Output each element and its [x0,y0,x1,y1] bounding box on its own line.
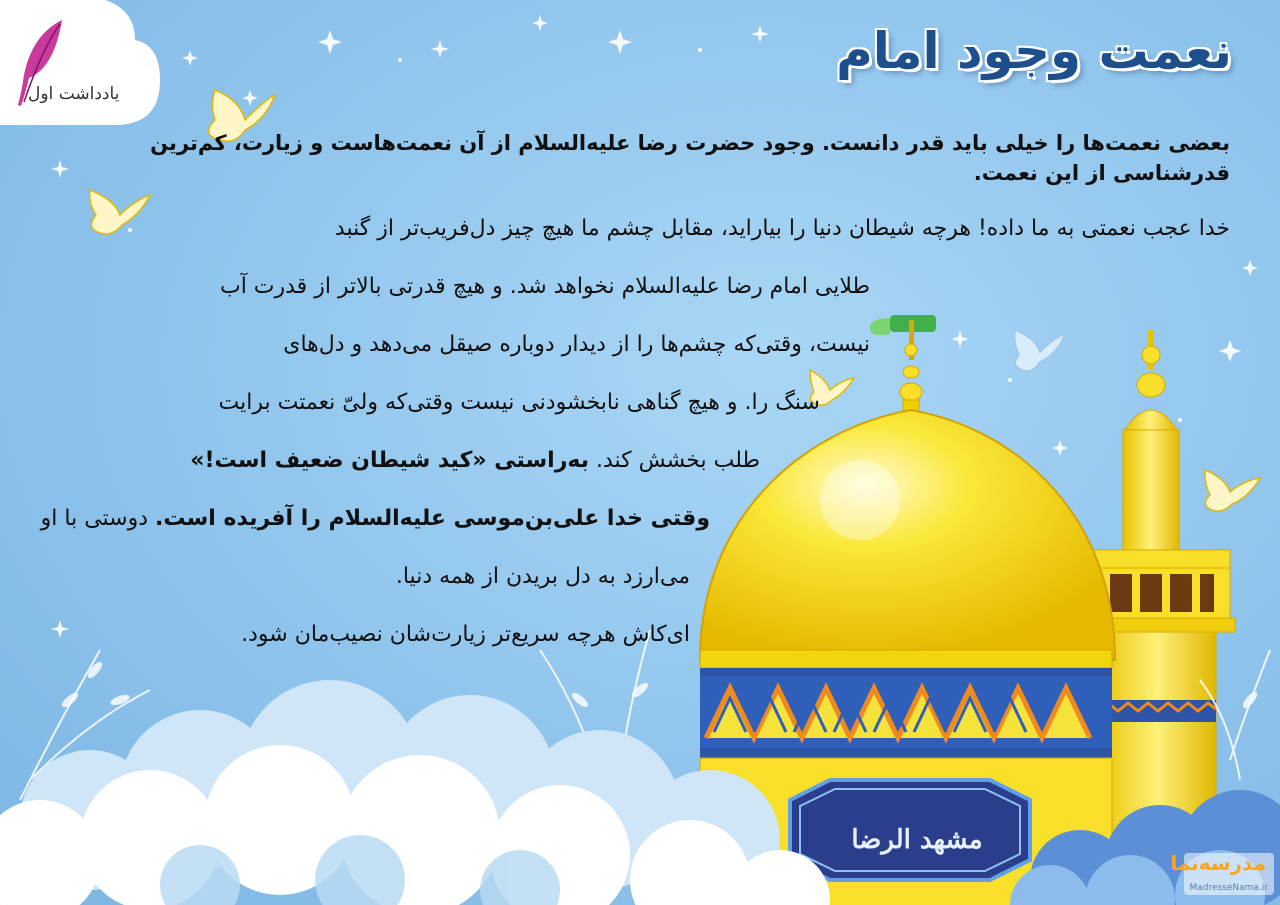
main-text [30,128,1230,664]
body-line: نیست، وقتی‌که چشم‌ها را از دیدار دوباره صیقل می‌دهد و دل‌های [283,332,870,357]
body-line: سنگ را. و هیچ گناهی نابخشودنی نیست وقتی‌که ولیّ نعمتت برایت [218,390,820,415]
body-line: وقتی خدا علی‌بن‌موسی علیه‌السلام را آفریده است. دوستی با او [40,506,710,531]
bold-phrase: وقتی خدا علی‌بن‌موسی علیه‌السلام را آفریده است. [155,506,710,531]
body-line: ای‌کاش هرچه سریع‌تر زیارت‌شان نصیب‌مان شود. [241,622,690,647]
intro-paragraph: بعضی نعمت‌ها را خیلی باید قدر دانست. وجود حضرت رضا علیه‌السلام از آن نعمت‌هاست و زیارت، کم‌ترین قدرشناسی از این نعمت. [150,131,1230,185]
body-lines [30,200,1230,664]
badge-url: MadresseNama.ir [1189,883,1268,893]
body-line: می‌ارزد به دل بریدن از همه دنیا. [395,564,690,589]
badge-label: مدرسه‌نما [1170,851,1266,875]
page-title: نعمت وجود امام [836,22,1232,80]
body-line: طلب بخشش کند. به‌راستی «کید شیطان ضعیف است!» [190,448,760,473]
logo-label: یادداشت اول [28,84,120,104]
logo-yaddasht [0,0,165,130]
body-line: خدا عجب نعمتی به ما داده! هرچه شیطان دنیا را بیاراید، مقابل چشم ما هیچ چیز دل‌فریب‌تر از گنبد [334,216,1230,241]
plaque-label: مشهد الرضا [851,825,983,855]
bold-phrase: به‌راستی «کید شیطان ضعیف است!» [190,448,589,473]
body-line: طلایی امام رضا علیه‌السلام نخواهد شد. و هیچ قدرتی بالاتر از قدرت آب [219,274,870,299]
